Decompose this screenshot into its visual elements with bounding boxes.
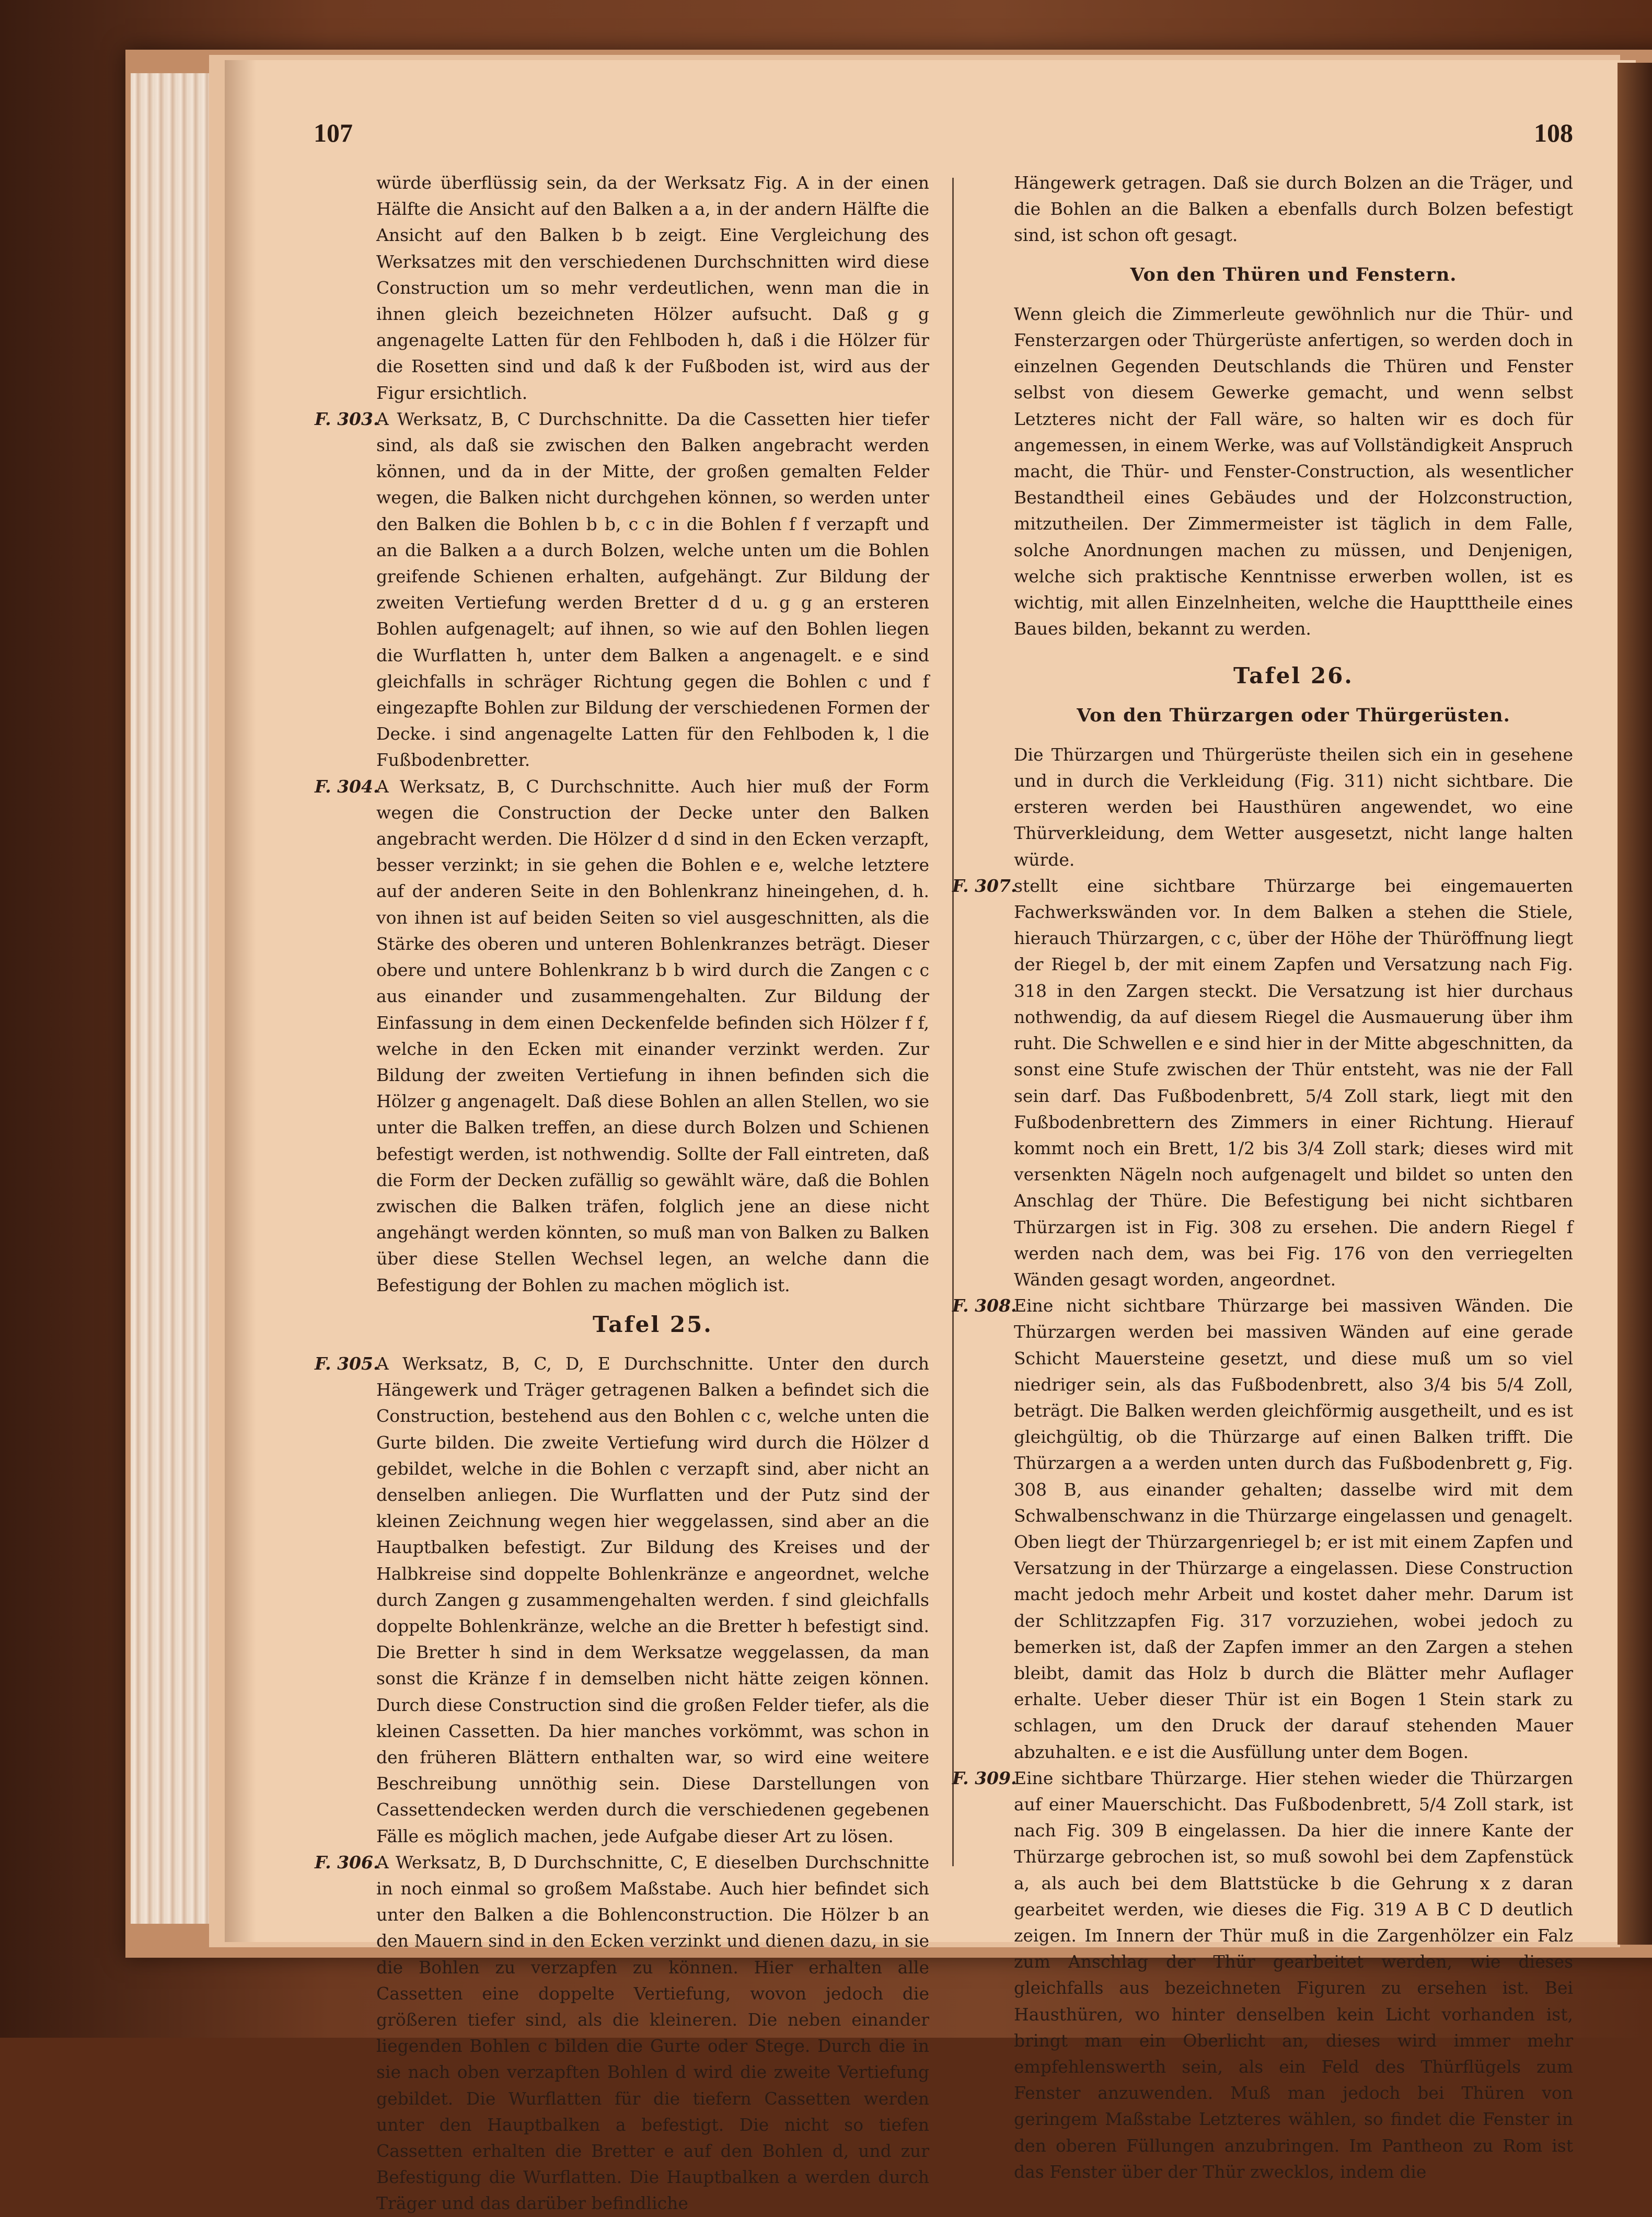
entry-f309	[952, 1765, 1573, 2185]
right-page-edge	[1618, 63, 1652, 1945]
spacer	[376, 1299, 929, 1312]
spacer	[376, 1338, 929, 1351]
heading-thueren-fenstern: Von den Thüren und Fenstern.	[1130, 263, 1457, 285]
spacer	[1014, 690, 1573, 703]
page-stack-edges	[131, 73, 209, 1924]
left-column	[315, 170, 929, 2217]
entry-f303	[315, 406, 929, 774]
figure-ref-f303: F. 303.	[315, 408, 379, 429]
right-column	[952, 170, 1573, 2185]
entry-f306-text: A Werksatz, B, D Durchschnitte, C, E dieselben Durchschnitte in noch einmal so großem Maßstabe. Auch hier befindet sich unter den Balken a die Bohlenconstruction. Die Hölzer b an den Mauern sind in den Ecken verzinkt und dienen dazu, in sie die Bohlen zu verzapfen zu können. Hier erhalten alle Cassetten eine doppelte Vertiefung, wovon jedoch die größeren tiefer sind, als die kleineren. Die neben einander liegenden Bohlen c bilden die Gurte oder Stege. Durch die in sie nach oben verzapften Bohlen d wird die zweite Vertiefung gebildet. Die Wurflatten für die tiefern Cassetten werden unter den Hauptbalken a befestigt. Die nicht so tiefen Cassetten erhalten die Bretter e auf den Bohlen d, und zur Befestigung die Wurflatten. Die Hauptbalken a werden durch Träger und das darüber befindliche	[376, 1852, 929, 2214]
heading-thuerzargen: Von den Thürzargen oder Thürgerüsten.	[1077, 704, 1510, 726]
paragraph-thuerzargen: Die Thürzargen und Thürgerüste theilen sich ein in gesehene und in durch die Verkleidung (Fig. 311) nicht sichtbare. Die ersteren werden bei Hausthüren angewendet, wo eine Thürverkleidung, dem Wetter ausgesetzt, nicht lange halten würde.	[1014, 744, 1573, 870]
figure-ref-f307: F. 307.	[952, 875, 1017, 896]
spacer	[1014, 642, 1573, 663]
entry-f305	[315, 1351, 929, 1850]
entry-f306	[315, 1850, 929, 2217]
entry-f309-text: Eine sichtbare Thürzarge. Hier stehen wieder die Thürzargen auf einer Mauerschicht. Das Fußbodenbrett, 5/4 Zoll stark, ist nach Fig. 309 B eingelassen. Da hier die innere Kante der Thürzarge gebrochen ist, so muß sowohl bei dem Zapfenstück a, als auch bei dem Blattstücke b die Gehrung x z daran gearbeitet werden, wie dieses die Fig. 319 A B C D deutlich zeigen. Im Innern der Thür muß in die Zargenhölzer ein Falz zum Anschlag der Thür gearbeitet werden, wie dieses gleichfalls aus bezeichneten Figuren zu ersehen ist. Bei Hausthüren, wo hinter denselben kein Licht vorhanden ist, bringt man ein Oberlicht an, dieses wird immer mehr empfehlenswerth sein, als ein Feld des Thürflügels zum Fenster anzuwenden. Muß man jedoch bei Thüren von geringem Maßstabe Letzteres wählen, so findet die Fenster in den oberen Füllungen anzubringen. Im Pantheon zu Rom ist das Fenster über der Thür zwecklos, indem die	[1014, 1767, 1573, 2182]
paragraph-thueren: Wenn gleich die Zimmerleute gewöhnlich nur die Thür- und Fensterzargen oder Thürgerüste anfertigen, so werden doch in einzelnen Gegenden Deutschlands die Thüren und Fenster selbst von diesem Gewerke gemacht, und wenn selbst Letzteres nicht der Fall wäre, so halten wir es doch für angemessen, in einem Werke, was auf Vollständigkeit Anspruch macht, die Thür- und Fenster-Construction, als wesentlicher Bestandtheil eines Gebäudes und der Holzconstruction, mitzutheilen. Der Zimmermeister ist täglich in dem Falle, solche Anordnungen machen zu müssen, und Denjenigen, welche sich praktische Kenntnisse erwerben wollen, ist es wichtig, mit allen Einzelnheiten, welche die Hauptttheile eines Baues bilden, bekannt zu werden.	[1014, 303, 1573, 639]
figure-ref-f305: F. 305.	[315, 1353, 379, 1374]
entry-f308	[952, 1293, 1573, 1765]
figure-ref-f309: F. 309.	[952, 1767, 1017, 1788]
heading-tafel-26: Tafel 26.	[1233, 663, 1354, 689]
spacer	[1014, 249, 1573, 262]
paragraph-intro-right: Hängewerk getragen. Daß sie durch Bolzen an die Träger, und die Bohlen an die Balken a ebenfalls durch Bolzen befestigt sind, ist schon oft gesagt.	[1014, 173, 1573, 246]
figure-ref-f306: F. 306.	[315, 1852, 379, 1873]
figure-ref-f304: F. 304.	[315, 776, 379, 797]
entry-f303-text: A Werksatz, B, C Durchschnitte. Da die Cassetten hier tiefer sind, als daß sie zwischen den Balken angebracht werden können, und da in der Mitte, der großen gemalten Felder wegen, die Balken nicht durchgehen können, so werden unter den Balken die Bohlen b b, c c in die Bohlen f f verzapft und an die Balken a a durch Bolzen, welche unten um die Bohlen greifende Schienen erhalten, aufgehängt. Zur Bildung der zweiten Vertiefung werden Bretter d d u. g g an ersteren Bohlen aufgenagelt; auf ihnen, so wie auf den Bohlen liegen die Wurflatten h, unter dem Balken a angenagelt. e e sind gleichfalls in schräger Richtung gegen die Bohlen c und f eingezapfte Bohlen zur Bildung der verschiedenen Formen der Decke. i sind angenagelte Latten für den Fehlboden k, l die Fußbodenbretter.	[376, 408, 929, 771]
paragraph-intro-left: würde überflüssig sein, da der Werksatz Fig. A in der einen Hälfte die Ansicht auf den Balken a a, in der andern Hälfte die Ansicht auf den Balken b b zeigt. Eine Vergleichung des Werksatzes mit den verschiedenen Durchschnitten wird diese Construction um so mehr verdeutlichen, wenn man die in ihnen gleich bezeichneten Hölzer aufsucht. Daß g g angenagelte Latten für den Fehlboden h, daß i die Hölzer für die Rosetten sind und daß k der Fußboden ist, wird aus der Figur ersichtlich.	[376, 173, 929, 403]
page-number-right: 108	[1534, 118, 1573, 147]
spacer	[1014, 729, 1573, 742]
entry-f307	[952, 873, 1573, 1293]
spacer	[1014, 288, 1573, 301]
figure-ref-f308: F. 308.	[952, 1295, 1017, 1316]
entry-f307-text: stellt eine sichtbare Thürzarge bei eingemauerten Fachwerkswänden vor. In dem Balken a stehen die Stiele, hierauch Thürzargen, c c, über der Höhe der Thüröffnung liegt der Riegel b, der mit einem Zapfen und Versatzung nach Fig. 318 in den Zargen steckt. Die Versatzung ist hier durchaus nothwendig, da auf diesem Riegel die Ausmauerung über ihm ruht. Die Schwellen e e sind hier in der Mitte abgeschnitten, da sonst eine Stufe zwischen der Thür entsteht, was nie der Fall sein darf. Das Fußbodenbrett, 5/4 Zoll stark, liegt mit den Fußbodenbrettern des Zimmers in einer Richtung. Hierauf kommt noch ein Brett, 1/2 bis 3/4 Zoll stark; dieses wird mit versenkten Nägeln noch aufgenagelt und bildet so unten den Anschlag der Thüre. Die Befestigung bei nicht sichtbaren Thürzargen ist in Fig. 308 zu ersehen. Die andern Riegel f werden nach dem, was bei Fig. 176 von den verriegelten Wänden gesagt worden, angeordnet.	[1014, 875, 1573, 1290]
page-number-left: 107	[314, 118, 353, 147]
entry-f305-text: A Werksatz, B, C, D, E Durchschnitte. Unter den durch Hängewerk und Träger getragenen Balken a befindet sich die Construction, bestehend aus den Bohlen c c, welche unten die Gurte bilden. Die zweite Vertiefung wird durch die Hölzer d gebildet, welche in die Bohlen c verzapft sind, aber nicht an denselben anliegen. Die Wurflatten und der Putz sind der kleinen Zeichnung wegen hier weggelassen, sind aber an die Hauptbalken befestigt. Zur Bildung des Kreises und der Halbkreise sind doppelte Bohlenkränze e angeordnet, welche durch Zangen g zusammengehalten werden. f sind gleichfalls doppelte Bohlenkränze, welche an die Bretter h befestigt sind. Die Bretter h sind in dem Werksatze weggelassen, da man sonst die Kränze f in demselben nicht hätte zeigen können. Durch diese Construction sind die großen Felder tiefer, als die kleinen Cassetten. Da hier manches vorkömmt, was schon in den früheren Blättern enthalten war, so wird eine weitere Beschreibung unnöthig sein. Diese Darstellungen von Cassettendecken werden durch die verschiedenen gegebenen Fälle es möglich machen, jede Aufgabe dieser Art zu lösen.	[376, 1353, 929, 1846]
column-divider	[952, 178, 954, 1866]
entry-f304	[315, 774, 929, 1299]
entry-f304-text: A Werksatz, B, C Durchschnitte. Auch hier muß der Form wegen die Construction der Decke unter den Balken angebracht werden. Die Hölzer d d sind in den Ecken verzapft, besser verzinkt; in sie gehen die Bohlen e e, welche letztere auf der anderen Seite in den Bohlenkranz hineingehen, d. h. von ihnen ist auf beiden Seiten so viel ausgeschnitten, als die Stärke des oberen und unteren Bohlenkranzes beträgt. Dieser obere und untere Bohlenkranz b b wird durch die Zangen c c aus einander und zusammengehalten. Zur Bildung der Einfassung in dem einen Deckenfelde befinden sich Hölzer f f, welche in den Ecken mit einander verzinkt werden. Zur Bildung der zweiten Vertiefung in ihnen befinden sich die Hölzer g angenagelt. Daß diese Bohlen an allen Stellen, wo sie unter die Balken treffen, an diese durch Bolzen und Schienen befestigt werden, ist nothwendig. Sollte der Fall eintreten, daß die Form der Decken zufällig so gewählt wäre, daß die Bohlen zwischen die Balken träfen, folglich jene an diese nicht angehängt werden könnten, so muß man von Balken zu Balken über diese Stellen Wechsel legen, an welche dann die Befestigung der Bohlen zu machen möglich ist.	[376, 776, 929, 1295]
heading-tafel-25: Tafel 25.	[593, 1311, 713, 1337]
spine-shadow	[225, 60, 256, 1942]
entry-f308-text: Eine nicht sichtbare Thürzarge bei massiven Wänden. Die Thürzargen werden bei massiven Wänden auf eine gerade Schicht Mauersteine gesetzt, und diese muß um so viel niedriger sein, als das Fußbodenbrett, also 3/4 bis 5/4 Zoll, beträgt. Die Balken werden gleichförmig ausgetheilt, und es ist gleichgültig, ob die Thürzarge auf einen Balken trifft. Die Thürzargen a a werden unten durch das Fußbodenbrett g, Fig. 308 B, aus einander gehalten; dasselbe wird mit dem Schwalbenschwanz in die Thürzarge eingelassen und genagelt. Oben liegt der Thürzargenriegel b; er ist mit einem Zapfen und Versatzung in der Thürzarge a eingelassen. Diese Construction macht jedoch mehr Arbeit und kostet daher mehr. Darum ist der Schlitzzapfen Fig. 317 vorzuziehen, wobei jedoch zu bemerken ist, daß der Zapfen immer an den Zargen a stehen bleibt, damit das Holz b durch die Blätter mehr Auflager erhalte. Ueber dieser Thür ist ein Bogen 1 Stein stark zu schlagen, um den Druck der darauf stehenden Mauer abzuhalten. e e ist die Ausfüllung unter dem Bogen.	[1014, 1295, 1573, 1762]
